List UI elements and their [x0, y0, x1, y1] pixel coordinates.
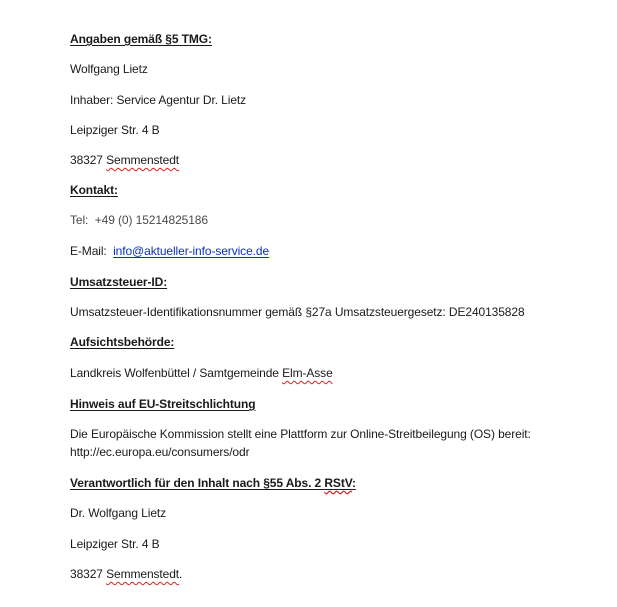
email-link[interactable]: info@aktueller-info-service.de — [113, 244, 270, 258]
responsible-heading-suffix: : — [351, 476, 356, 490]
operator-name: Wolfgang Lietz — [70, 62, 148, 76]
tmg-heading: Angaben gemäß §5 TMG: — [70, 32, 212, 46]
city-name: Semmenstedt — [106, 153, 180, 167]
authority-line — [70, 366, 333, 380]
responsible-zip: 38327 — [70, 567, 103, 581]
responsible-heading-prefix: Verantwortlich für den Inhalt nach §55 Abs. 2 — [70, 476, 322, 490]
phone-label: Tel: — [70, 213, 89, 227]
responsible-heading-abbr: RStV — [324, 476, 352, 490]
city-line — [70, 153, 179, 167]
responsible-street: Leipziger Str. 4 B — [70, 537, 160, 551]
vat-heading: Umsatzsteuer-ID: — [70, 275, 168, 289]
phone-line — [70, 213, 208, 227]
authority-name: Elm-Asse — [282, 366, 333, 380]
email-line — [70, 244, 269, 258]
responsible-city: Semmenstedt — [106, 567, 180, 581]
dispute-line-2: http://ec.europa.eu/consumers/odr — [70, 445, 250, 459]
responsible-heading — [70, 476, 356, 490]
street-line: Leipziger Str. 4 B — [70, 123, 160, 137]
authority-heading: Aufsichtsbehörde: — [70, 335, 175, 349]
vat-line: Umsatzsteuer-Identifikationsnummer gemäß §27a Umsatzsteuergesetz: DE240135828 — [70, 305, 525, 319]
responsible-city-suffix: . — [179, 567, 183, 581]
responsible-name: Dr. Wolfgang Lietz — [70, 506, 167, 520]
authority-prefix: Landkreis Wolfenbüttel / Samtgemeinde — [70, 366, 279, 380]
owner-line: Inhaber: Service Agentur Dr. Lietz — [70, 93, 247, 107]
dispute-heading: Hinweis auf EU-Streitschlichtung — [70, 397, 256, 411]
zip-code: 38327 — [70, 153, 103, 167]
email-label: E-Mail: — [70, 244, 107, 258]
responsible-city-line — [70, 567, 182, 581]
contact-heading: Kontakt: — [70, 183, 118, 197]
phone-value: +49 (0) 15214825186 — [94, 213, 208, 227]
dispute-line-1: Die Europäische Kommission stellt eine Plattform zur Online-Streitbeilegung (OS) bereit: — [70, 427, 531, 441]
